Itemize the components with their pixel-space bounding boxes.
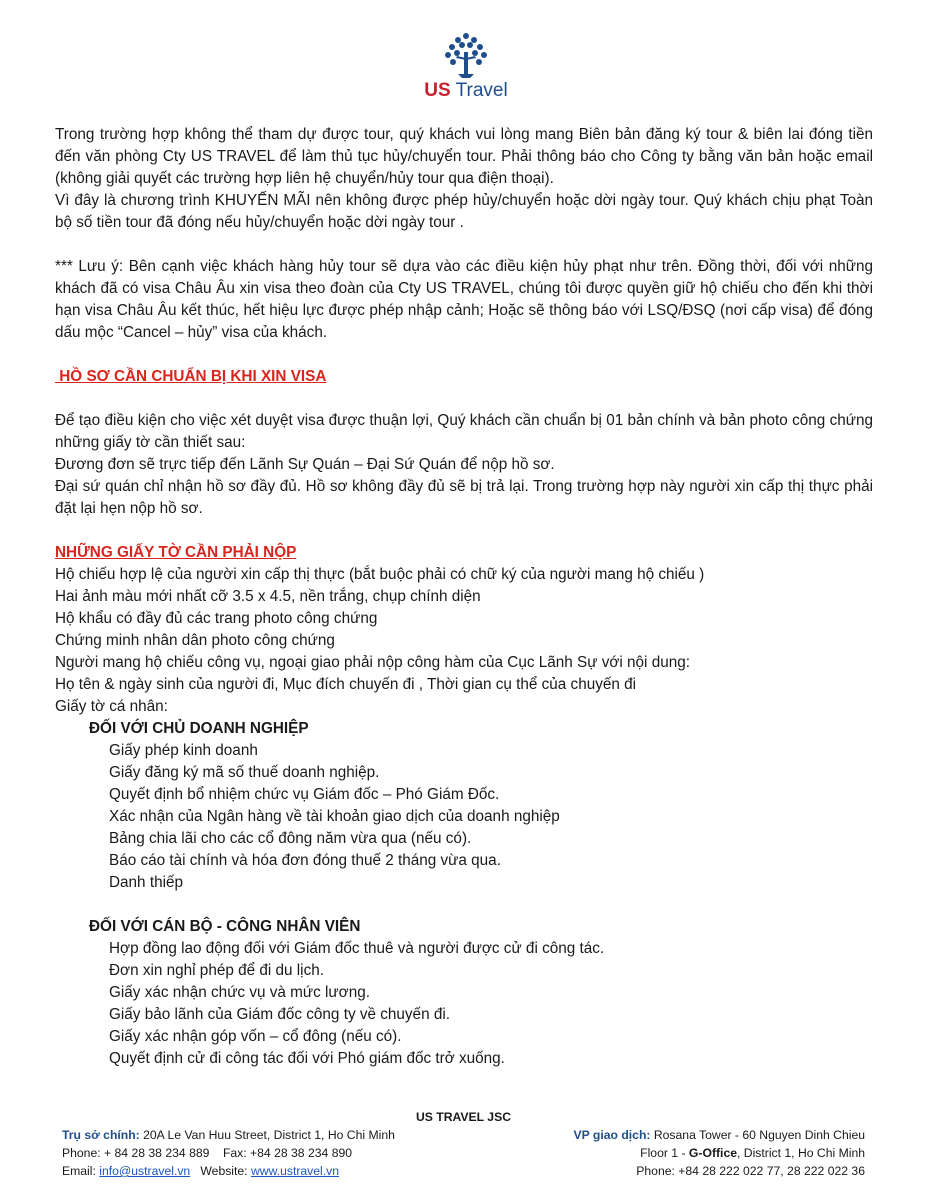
footer-contact-line [62, 1162, 395, 1180]
list-item: Danh thiếp [109, 874, 183, 891]
docs-section-heading [55, 542, 873, 564]
us-travel-logo [416, 30, 516, 102]
footer-website-link[interactable]: www.ustravel.vn [250, 1164, 340, 1178]
list-item: Quyết định bổ nhiệm chức vụ Giám đốc – Phó Giám Đốc. [109, 786, 500, 803]
footer-hq-line [62, 1126, 395, 1144]
business-owner-heading: ĐỐI VỚI CHỦ DOANH NGHIỆP [89, 720, 309, 737]
logo-travel-text: Travel [455, 80, 508, 101]
tree-icon [416, 30, 516, 82]
footer-office-floor [573, 1144, 865, 1162]
page-footer [62, 1108, 865, 1178]
footer-website-label: Website: [190, 1164, 251, 1178]
list-item: Đơn xin nghỉ phép để đi du lịch. [109, 962, 324, 979]
employee-heading: ĐỐI VỚI CÁN BỘ - CÔNG NHÂN VIÊN [89, 918, 361, 935]
visa-section-heading-text: HỒ SƠ CẦN CHUẨN BỊ KHI XIN VISA [55, 368, 327, 385]
list-item: Hộ chiếu hợp lệ của người xin cấp thị thực (bắt buộc phải có chữ ký của người mang hộ chiếu ) [55, 566, 705, 583]
list-item: Chứng minh nhân dân photo công chứng [55, 632, 335, 649]
intro-paragraph-2: Vì đây là chương trình KHUYẾN MÃI nên không được phép hủy/chuyển hoặc dời ngày tour. Quý khách chịu phạt Toàn bộ số tiền tour đã đóng nếu hủy/chuyển hoặc dời ngày tour . [55, 192, 873, 231]
footer-email-label: Email: [62, 1164, 100, 1178]
footer-floor-prefix: Floor 1 - [640, 1146, 689, 1160]
logo-wordmark [416, 80, 516, 102]
visa-section-heading [55, 366, 873, 388]
list-item: Hộ khẩu có đầy đủ các trang photo công chứng [55, 610, 378, 627]
footer-office-address: Rosana Tower - 60 Nguyen Dinh Chieu [650, 1128, 865, 1142]
document-body [55, 124, 873, 1070]
logo-us-text: US [424, 80, 451, 101]
footer-floor-bold: G-Office [688, 1146, 737, 1160]
footer-hq-address: 20A Le Van Huu Street, District 1, Ho Chi Minh [139, 1128, 395, 1142]
visa-paragraph-1: Để tạo điều kiện cho việc xét duyệt visa được thuận lợi, Quý khách cần chuẩn bị 01 bản chính và bản photo công chứng những giấy tờ cần thiết sau: [55, 412, 873, 451]
footer-hq-label: Trụ sở chính: [62, 1128, 140, 1142]
visa-paragraph-3: Đại sứ quán chỉ nhận hồ sơ đầy đủ. Hồ sơ không đầy đủ sẽ bị trả lại. Trong trường hợp này người xin cấp thị thực phải đặt lại hẹn nộp hồ sơ. [55, 478, 873, 517]
list-item: Hợp đồng lao động đối với Giám đốc thuê và người được cử đi công tác. [109, 940, 605, 957]
visa-paragraph-2: Đương đơn sẽ trực tiếp đến Lãnh Sự Quán – Đại Sứ Quán để nộp hồ sơ. [55, 456, 555, 473]
footer-office-label: VP giao dịch: [573, 1128, 651, 1142]
list-item: Báo cáo tài chính và hóa đơn đóng thuế 2 tháng vừa qua. [109, 852, 501, 869]
docs-section-heading-text: NHỮNG GIẤY TỜ CẦN PHẢI NỘP [55, 544, 297, 561]
list-item: Xác nhận của Ngân hàng về tài khoản giao dịch của doanh nghiệp [109, 808, 560, 825]
intro-paragraph-1: Trong trường hợp không thể tham dự được tour, quý khách vui lòng mang Biên bản đăng ký tour & biên lai đóng tiền đến văn phòng Cty US TRAVEL để làm thủ tục hủy/chuyển tour. Phải thông báo cho Công ty bằng văn bản hoặc email (không giải quyết các trường hợp liên hệ chuyển/hủy tour qua điện thoại). [55, 126, 873, 187]
list-item: Hai ảnh màu mới nhất cỡ 3.5 x 4.5, nền trắng, chụp chính diện [55, 588, 481, 605]
footer-company-name: US TRAVEL JSC [415, 1110, 512, 1124]
list-item: Họ tên & ngày sinh của người đi, Mục đích chuyến đi , Thời gian cụ thể của chuyến đi [55, 676, 637, 693]
list-item: Quyết định cử đi công tác đối với Phó giám đốc trở xuống. [109, 1050, 505, 1067]
list-item: Bảng chia lãi cho các cổ đông năm vừa qua (nếu có). [109, 830, 472, 847]
footer-office-line [573, 1126, 865, 1144]
list-item: Giấy phép kinh doanh [109, 742, 258, 759]
cancellation-note: *** Lưu ý: Bên cạnh việc khách hàng hủy tour sẽ dựa vào các điều kiện hủy phạt như trên. Đồng thời, đối với những khách đã có visa Châu Âu xin visa theo đoàn của Cty US TRAVEL, chúng tôi được quyền giữ hộ chiếu cho đến khi thời hạn visa Châu Âu kết thúc, hết hiệu lực được phép nhập cảnh; Hoặc sẽ thông báo với LSQ/ĐSQ (nơi cấp visa) để đóng dấu mộc “Cancel – hủy” visa của khách. [55, 258, 873, 341]
footer-head-office [62, 1126, 395, 1180]
footer-email-link[interactable]: info@ustravel.vn [99, 1164, 191, 1178]
list-item: Giấy tờ cá nhân: [55, 698, 168, 715]
list-item: Giấy đăng ký mã số thuế doanh nghiệp. [109, 764, 380, 781]
footer-phone-fax: Phone: + 84 28 38 234 889 Fax: +84 28 38 234 890 [62, 1146, 353, 1160]
footer-trading-office [573, 1126, 865, 1180]
footer-floor-suffix: , District 1, Ho Chi Minh [737, 1146, 865, 1160]
list-item: Giấy xác nhận góp vốn – cổ đông (nếu có). [109, 1028, 402, 1045]
list-item: Giấy bảo lãnh của Giám đốc công ty về chuyến đi. [109, 1006, 450, 1023]
list-item: Giấy xác nhận chức vụ và mức lương. [109, 984, 370, 1001]
footer-office-phone: Phone: +84 28 222 022 77, 28 222 022 36 [636, 1164, 865, 1178]
list-item: Người mang hộ chiếu công vụ, ngoại giao phải nộp công hàm của Cục Lãnh Sự với nội dung: [55, 654, 690, 671]
